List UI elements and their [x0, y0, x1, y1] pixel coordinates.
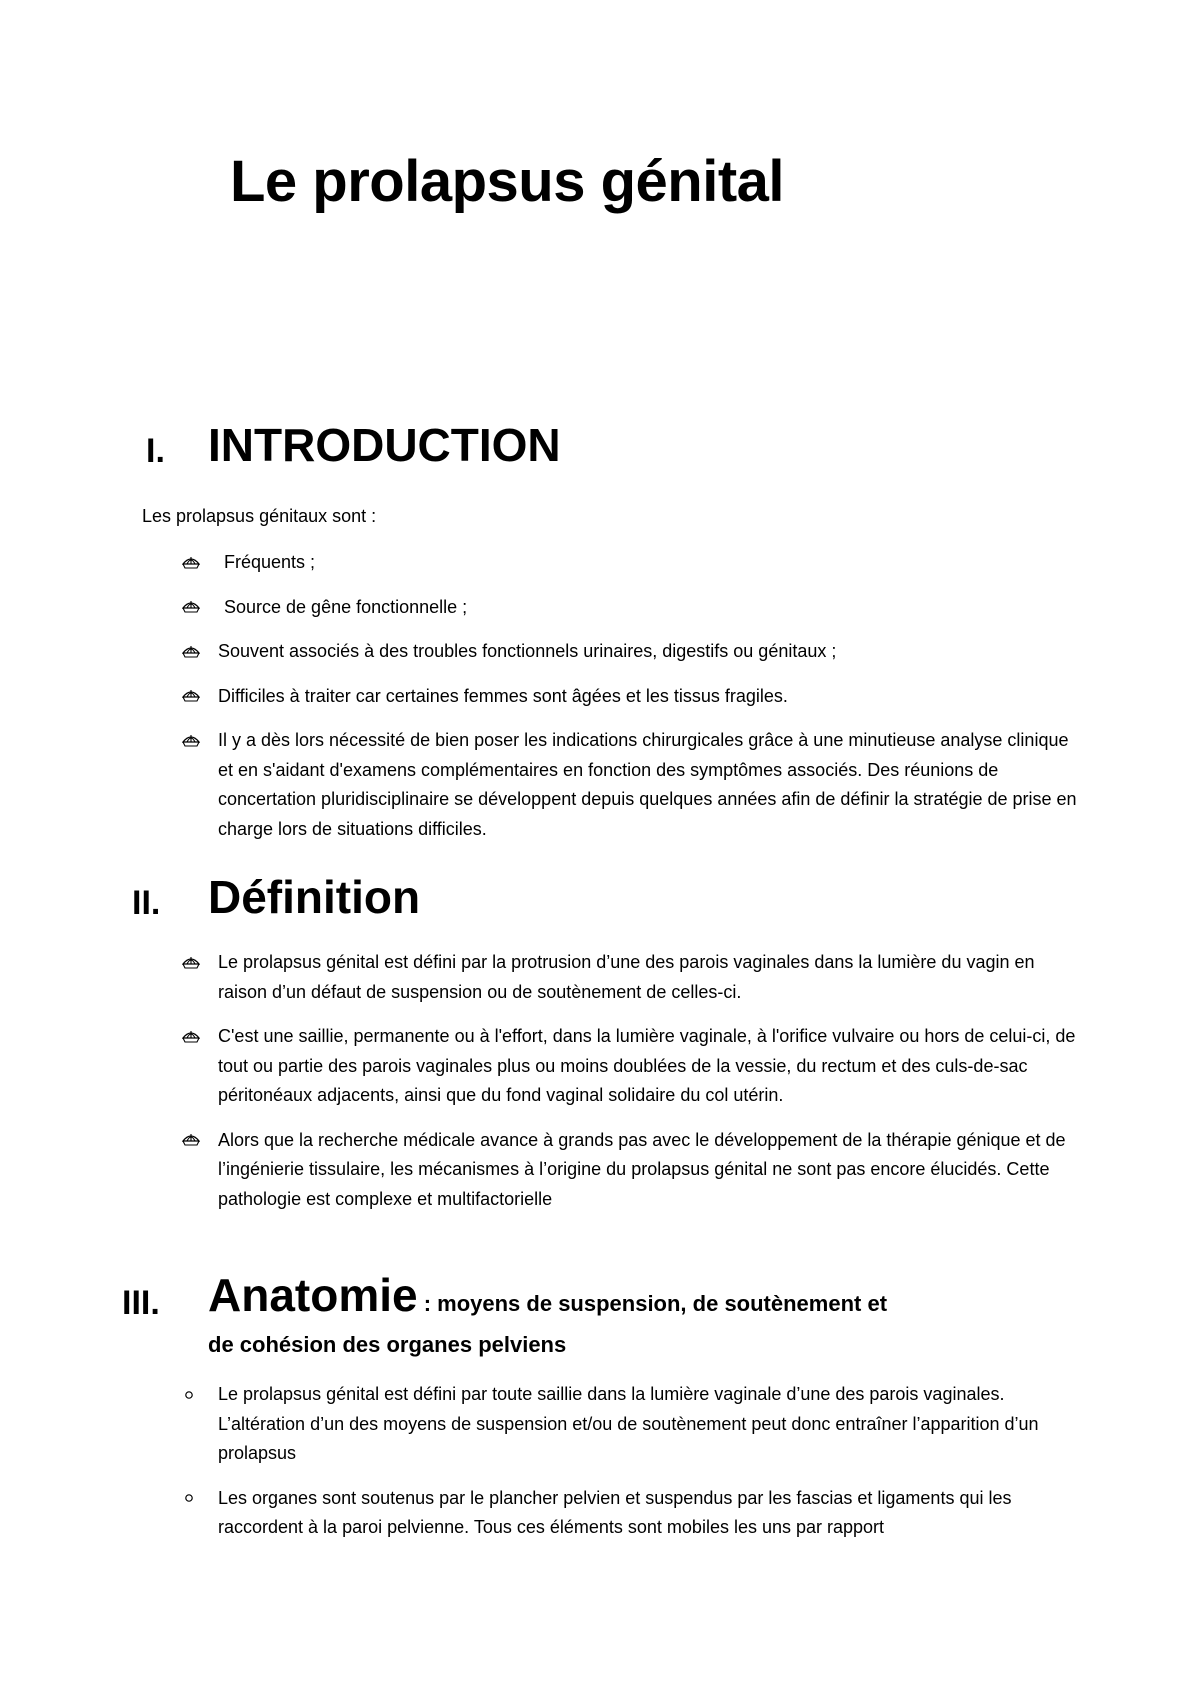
section-3-subtitle-line2: de cohésion des organes pelviens: [208, 1332, 567, 1357]
section-3-subtitle: : moyens de suspension, de soutènement et: [417, 1291, 888, 1316]
section-2-number: II.: [132, 884, 161, 922]
umbrella-icon: [182, 548, 202, 577]
list-item: Difficiles à traiter car certaines femmes sont âgées et les tissus fragiles.: [180, 682, 1080, 712]
section-2-list: [180, 948, 1080, 1229]
umbrella-icon: [182, 637, 202, 666]
section-1-list: [180, 548, 1080, 859]
list-item: Le prolapsus génital est défini par toute saillie dans la lumière vaginale d’une des parois vaginales. L’altération d’un des moyens de suspension et/ou de soutènement peut donc entraîner l’apparition d’un prolapsus: [180, 1380, 1080, 1469]
umbrella-icon: [182, 1126, 202, 1155]
circle-outline-icon: [184, 1380, 204, 1409]
umbrella-icon: [182, 1022, 202, 1051]
list-item: Alors que la recherche médicale avance à grands pas avec le développement de la thérapie génique et de l’ingénierie tissulaire, les mécanismes à l’origine du prolapsus génital ne sont pas encore élucidés. Cette pathologie est complexe et multifactorielle: [180, 1126, 1080, 1215]
document-title: Le prolapsus génital: [230, 149, 784, 214]
section-2-title: Définition: [208, 871, 421, 923]
section-3-list: [180, 1380, 1080, 1558]
umbrella-icon: [182, 726, 202, 755]
section-1-title: INTRODUCTION: [208, 419, 561, 471]
section-3-title: Anatomie: [208, 1269, 418, 1321]
list-item: Les organes sont soutenus par le plancher pelvien et suspendus par les fascias et ligaments qui les raccordent à la paroi pelvienne. Tous ces éléments sont mobiles les uns par rapport: [180, 1484, 1080, 1543]
section-3-number: III.: [122, 1284, 160, 1322]
list-item: Fréquents ;: [180, 548, 1080, 578]
list-item: Source de gêne fonctionnelle ;: [180, 593, 1080, 623]
umbrella-icon: [182, 682, 202, 711]
section-1-intro: Les prolapsus génitaux sont :: [142, 506, 377, 526]
list-item: Souvent associés à des troubles fonctionnels urinaires, digestifs ou génitaux ;: [180, 637, 1080, 667]
list-item: Il y a dès lors nécessité de bien poser les indications chirurgicales grâce à une minutieuse analyse clinique et en s'aidant d'examens complémentaires en fonction des symptômes associés. Des réunions de concertation pluridisciplinaire se développent depuis quelques années afin de définir la stratégie de prise en charge lors de situations difficiles.: [180, 726, 1080, 844]
list-item: C'est une saillie, permanente ou à l'effort, dans la lumière vaginale, à l'orifice vulvaire ou hors de celui-ci, de tout ou partie des parois vaginales plus ou moins doublées de la vessie, du rectum et des culs-de-sac péritonéaux adjacents, ainsi que du fond vaginal solidaire du col utérin.: [180, 1022, 1080, 1111]
list-item: Le prolapsus génital est défini par la protrusion d’une des parois vaginales dans la lumière du vagin en raison d’un défaut de suspension ou de soutènement de celles-ci.: [180, 948, 1080, 1007]
section-1-number: I.: [146, 432, 165, 470]
umbrella-icon: [182, 948, 202, 977]
section-3-heading: [208, 1269, 888, 1321]
umbrella-icon: [182, 593, 202, 622]
circle-outline-icon: [184, 1484, 204, 1513]
